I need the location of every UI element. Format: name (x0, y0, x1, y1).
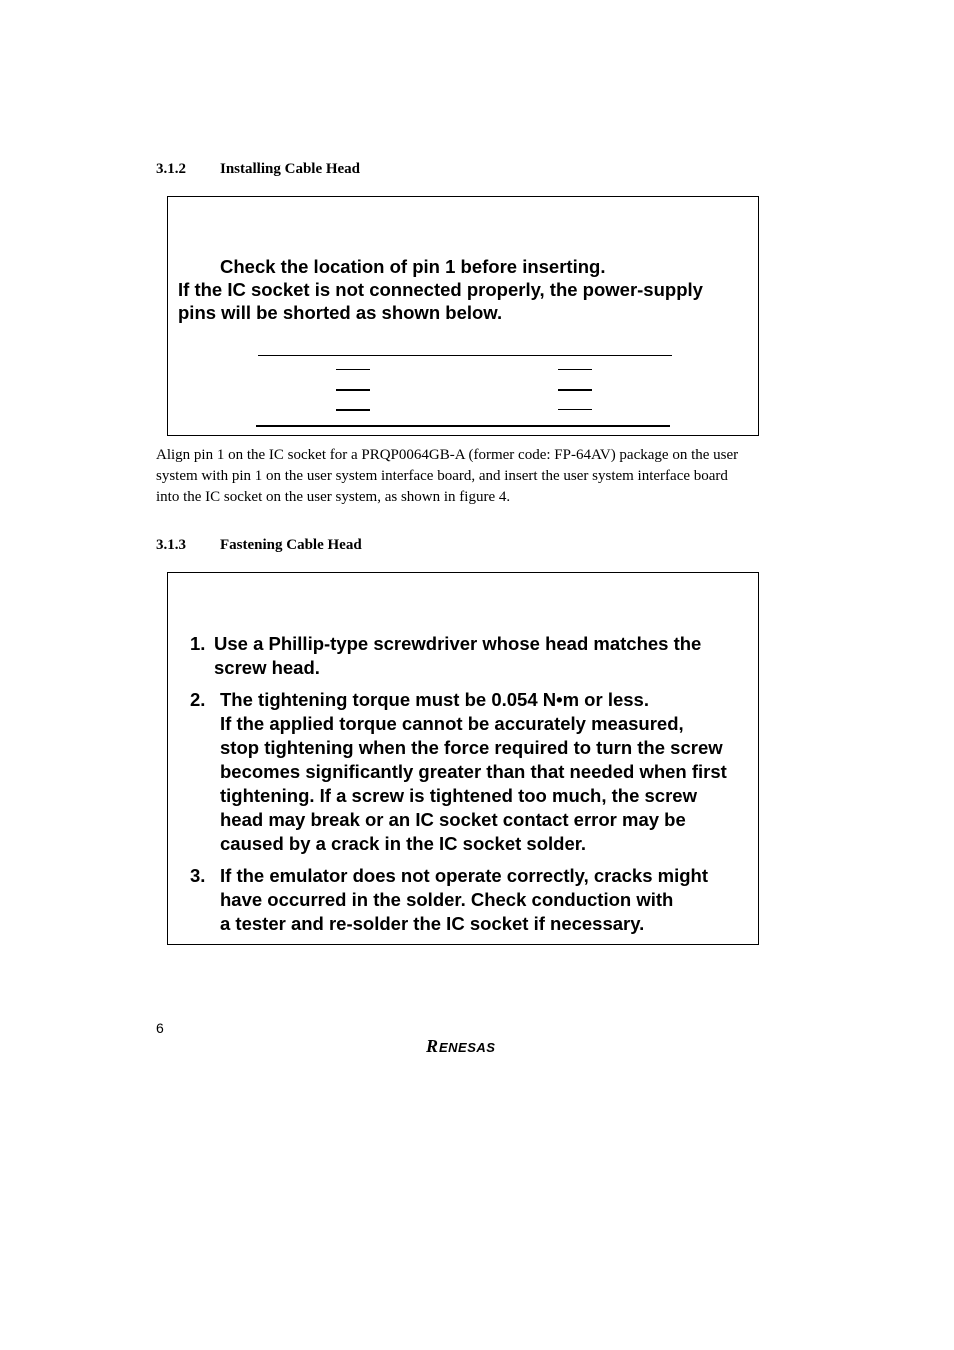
caution-box-pin-location (167, 196, 759, 436)
list-line: If the applied torque cannot be accurately measured, (220, 713, 684, 734)
pin-stub (558, 369, 592, 370)
caution-list-item-2 (190, 688, 727, 856)
installation-paragraph (156, 445, 796, 508)
renesas-logo (424, 1036, 524, 1061)
list-line: The tightening torque must be 0.054 N•m or less. (220, 689, 649, 710)
caution-line: Check the location of pin 1 before inserting. (220, 256, 606, 277)
caution-list-item-3 (190, 864, 708, 936)
list-line: Use a Phillip-type screwdriver whose head matches the (214, 633, 702, 654)
power-line-bottom (256, 425, 670, 427)
section-heading-313 (156, 537, 362, 554)
list-line: becomes significantly greater than that needed when first (220, 761, 727, 782)
paragraph-line: system with pin 1 on the user system interface board, and insert the user system interface board (156, 468, 728, 484)
pin-stub (558, 409, 592, 410)
paragraph-line: into the IC socket on the user system, as shown in figure 4. (156, 489, 511, 505)
svg-text:ENESAS: ENESAS (439, 1040, 496, 1055)
list-line: stop tightening when the force required to turn the screw (220, 737, 723, 758)
renesas-logo-icon (424, 1036, 524, 1056)
list-line: have occurred in the solder. Check conduction with (220, 889, 674, 910)
section-heading-312 (156, 161, 360, 178)
list-line: If the emulator does not operate correctly, cracks might (220, 865, 708, 886)
list-line: screw head. (214, 657, 320, 678)
caution-line: If the IC socket is not connected properly, the power-supply (178, 279, 703, 300)
paragraph-line: Align pin 1 on the IC socket for a PRQP0064GB-A (former code: FP-64AV) package on the user (156, 447, 739, 463)
pin-stub (336, 369, 370, 370)
pin-stub (336, 389, 370, 391)
list-marker: 3. (190, 865, 206, 886)
section-title: Installing Cable Head (220, 161, 361, 177)
section-number: 3.1.3 (156, 537, 186, 553)
caution-box-fastening (167, 572, 759, 945)
page-number: 6 (156, 1020, 164, 1036)
pin-stub (558, 389, 592, 391)
svg-text:R: R (426, 1036, 439, 1056)
list-marker: 2. (190, 689, 206, 710)
list-line: head may break or an IC socket contact error may be (220, 809, 686, 830)
section-title: Fastening Cable Head (220, 537, 362, 553)
caution-line: pins will be shorted as shown below. (178, 302, 503, 323)
list-line: tightening. If a screw is tightened too much, the screw (220, 785, 697, 806)
caution-list-item-1 (190, 632, 701, 680)
power-line-top (258, 355, 672, 356)
list-marker: 1. (190, 633, 206, 654)
pin-stub (336, 409, 370, 411)
section-number: 3.1.2 (156, 161, 186, 177)
list-line: a tester and re-solder the IC socket if necessary. (220, 913, 645, 934)
list-line: caused by a crack in the IC socket solder. (220, 833, 587, 854)
